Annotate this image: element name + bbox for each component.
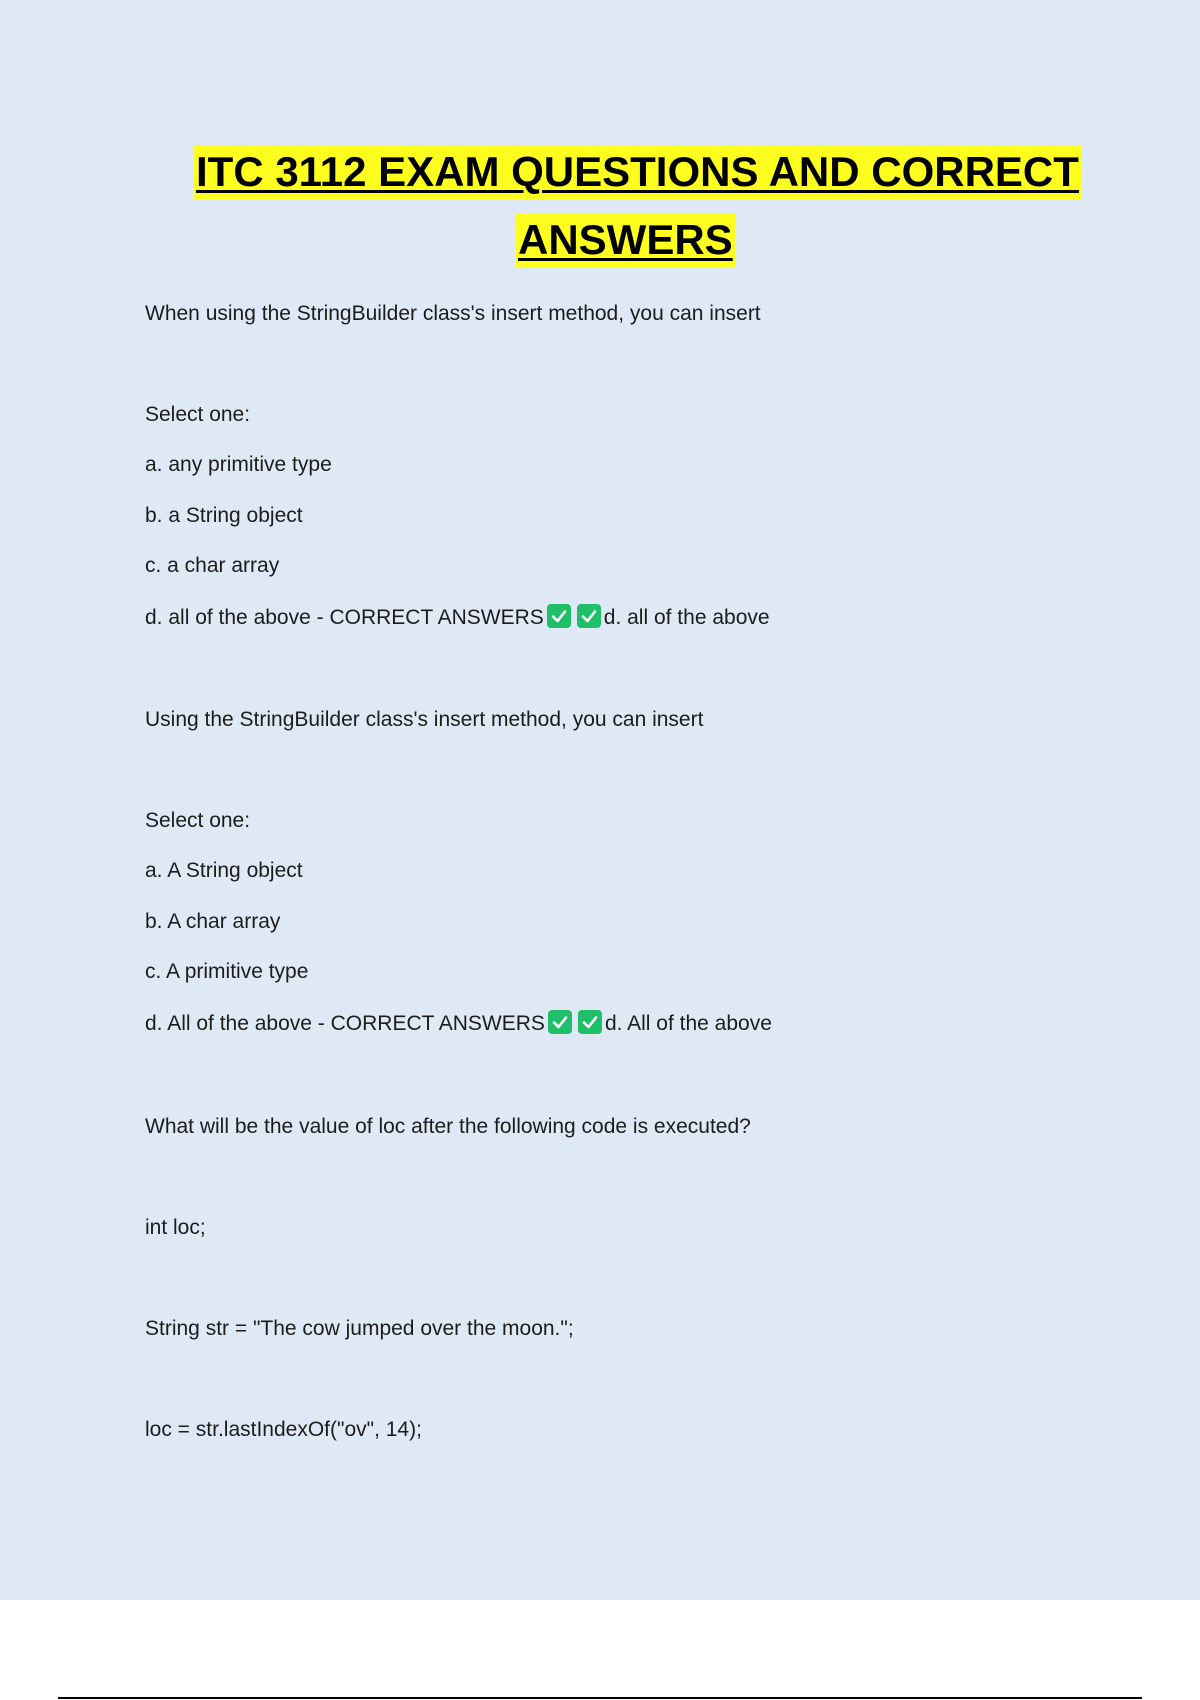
title-line-1: ITC 3112 EXAM QUESTIONS AND CORRECT: [194, 145, 1081, 199]
footer-divider: [58, 1697, 1142, 1699]
question-2-answer: [145, 1010, 772, 1038]
title-line-2: ANSWERS: [516, 213, 735, 267]
question-1-answer: [145, 604, 770, 632]
question-2-prompt: Using the StringBuilder class's insert method, you can insert: [145, 708, 704, 731]
question-1-option-a: a. any primitive type: [145, 453, 332, 476]
question-2-answer-suffix: d. All of the above: [604, 1012, 772, 1035]
question-1-prompt: When using the StringBuilder class's insert method, you can insert: [145, 302, 761, 325]
check-mark-icon: [578, 1010, 602, 1034]
question-1-option-b: b. a String object: [145, 504, 303, 527]
question-2-option-b: b. A char array: [145, 910, 281, 933]
question-3-prompt: What will be the value of loc after the following code is executed?: [145, 1115, 751, 1138]
question-1-option-c: c. a char array: [145, 554, 280, 577]
question-1-answer-suffix: d. all of the above: [603, 606, 770, 629]
code-line-3: loc = str.lastIndexOf("ov", 14);: [145, 1418, 422, 1441]
question-2-select-label: Select one:: [145, 809, 251, 832]
question-2-answer-prefix: d. All of the above - CORRECT ANSWERS: [145, 1012, 545, 1035]
code-line-1: int loc;: [145, 1216, 206, 1239]
question-1-answer-prefix: d. all of the above - CORRECT ANSWERS: [145, 606, 544, 629]
code-line-2: String str = "The cow jumped over the moon.";: [145, 1317, 574, 1340]
question-2-option-c: c. A primitive type: [145, 960, 309, 983]
check-mark-icon: [577, 604, 601, 628]
check-mark-icon: [547, 604, 571, 628]
question-1-select-label: Select one:: [145, 403, 251, 426]
check-mark-icon: [548, 1010, 572, 1034]
question-2-option-a: a. A String object: [145, 859, 303, 882]
